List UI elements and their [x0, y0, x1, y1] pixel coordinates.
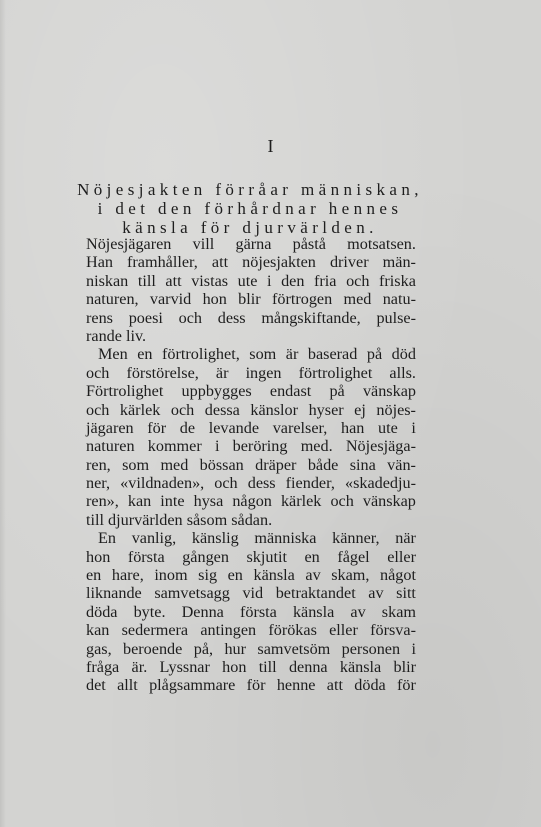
body-word: driver: [329, 253, 369, 272]
body-word: som: [249, 345, 277, 364]
body-word: känsla: [292, 602, 335, 621]
body-word: till djurvärlden såsom sådan.: [86, 510, 273, 529]
body-word: betraktandet: [275, 584, 356, 603]
body-word: ren»,: [86, 492, 119, 511]
body-word: att: [165, 271, 182, 290]
body-word: personen: [341, 639, 401, 658]
body-word: varvid: [149, 290, 192, 309]
body-word: av: [350, 602, 366, 621]
body-word: är.: [131, 657, 148, 676]
body-word: den: [281, 271, 305, 290]
body-word: dräper: [255, 455, 297, 474]
body-word: ej: [354, 400, 366, 419]
body-word: vistas: [191, 271, 229, 290]
body-word: till: [137, 271, 156, 290]
body-word: på,: [193, 639, 214, 658]
body-word: denna: [288, 657, 328, 676]
body-word: på: [366, 345, 383, 364]
body-line: [86, 529, 416, 547]
body-word: en: [86, 566, 102, 585]
body-word: «skadedju-: [344, 474, 416, 493]
body-word: antingen: [200, 621, 257, 640]
body-word: inte: [160, 492, 185, 511]
body-word: känner,: [332, 529, 380, 548]
body-word: Han: [86, 253, 113, 272]
body-line: [86, 492, 416, 510]
body-word: sig: [198, 566, 218, 585]
body-word: gången: [182, 547, 229, 566]
body-word: beröring: [232, 437, 288, 456]
body-word: En: [98, 529, 116, 548]
body-word: fråga: [86, 657, 120, 676]
body-word: och: [214, 474, 238, 493]
body-word: eller: [387, 547, 416, 566]
body-word: sina: [349, 455, 376, 474]
body-line: [86, 253, 416, 271]
page-edge-shadow: [0, 0, 6, 827]
body-line: [86, 621, 416, 639]
body-word: en: [227, 566, 243, 585]
body-word: gärna: [235, 235, 272, 253]
body-line: [86, 364, 416, 382]
body-word: natu-: [382, 290, 416, 309]
body-word: Nöjesjägaren: [86, 235, 172, 253]
chapter-heading-line: Nöjesjakten förråar människan,: [77, 180, 423, 199]
body-word: att: [326, 676, 343, 695]
body-word: hon: [202, 290, 227, 309]
chapter-number: I: [267, 136, 274, 156]
body-word: ner,: [86, 474, 111, 493]
body-word: är: [285, 345, 299, 364]
body-word: av: [368, 584, 384, 603]
body-line: [86, 235, 416, 253]
body-word: kan: [86, 621, 110, 640]
body-word: i: [214, 437, 220, 456]
body-word: blir: [238, 290, 261, 309]
body-word: med: [160, 455, 189, 474]
body-word: och: [86, 363, 110, 382]
body-word: plågsammare: [149, 676, 236, 695]
body-word: Förtrolighet: [86, 382, 164, 401]
body-line: [86, 419, 416, 437]
body-word: någon: [232, 492, 272, 511]
body-word: bössan: [199, 455, 244, 474]
body-word: framhåller,: [127, 253, 198, 272]
body-word: i: [411, 418, 416, 437]
body-word: vänskap: [362, 382, 416, 401]
body-word: henne: [276, 676, 316, 695]
body-word: något: [380, 566, 416, 585]
body-word: sitt: [396, 584, 416, 603]
body-word: pulse-: [376, 308, 416, 327]
body-word: naturen,: [86, 290, 139, 309]
body-word: han: [340, 418, 365, 437]
body-word: ingen: [245, 363, 282, 382]
body-word: och: [178, 308, 202, 327]
body-line: [86, 345, 416, 363]
body-word: känslor: [250, 400, 299, 419]
body-word: dessa: [204, 400, 240, 419]
body-word: förtrolighet: [298, 363, 373, 382]
body-word: rande liv.: [86, 326, 147, 345]
body-line: [86, 401, 416, 419]
body-word: poesi: [128, 308, 163, 327]
body-word: är: [215, 363, 229, 382]
body-word: hysa: [193, 492, 224, 511]
body-word: Nöjesjäga-: [345, 437, 416, 456]
body-line: [86, 584, 416, 602]
body-word: Men: [98, 345, 128, 364]
body-word: samvetsagg: [154, 584, 230, 603]
body-word: fria: [314, 271, 337, 290]
body-word: det: [86, 676, 106, 695]
body-word: första: [239, 602, 277, 621]
body-word: gas,: [86, 639, 112, 658]
body-word: förtrolighet,: [161, 345, 240, 364]
body-word: niskan: [86, 271, 129, 290]
body-word: vanlig,: [131, 529, 177, 548]
body-word: ute: [377, 418, 398, 437]
body-word: baserad: [307, 345, 358, 364]
body-word: för: [147, 418, 167, 437]
body-word: döda: [86, 602, 118, 621]
body-word: Lyssnar: [159, 657, 210, 676]
body-line: [86, 272, 416, 290]
body-word: i: [411, 639, 416, 658]
body-word: kärlek: [119, 400, 161, 419]
body-word: sedermera: [121, 621, 189, 640]
body-word: samvetsöm: [257, 639, 331, 658]
body-line: [86, 382, 416, 400]
body-word: hur: [224, 639, 247, 658]
chapter-heading-line: känsla för djurvärlden.: [122, 218, 378, 237]
body-word: och: [346, 271, 370, 290]
body-line: [86, 658, 416, 676]
body-line: [86, 437, 416, 455]
body-word: för: [246, 676, 266, 695]
body-word: som: [122, 455, 150, 474]
body-word: förstörelse,: [126, 363, 199, 382]
body-word: en: [304, 547, 320, 566]
body-line: [86, 456, 416, 474]
body-word: skjutit: [246, 547, 287, 566]
body-word: dess: [247, 474, 276, 493]
body-word: varelser,: [272, 418, 328, 437]
body-word: naturen: [86, 437, 135, 456]
body-word: uppbygges: [181, 382, 252, 401]
body-word: kommer: [147, 437, 202, 456]
body-word: levande: [208, 418, 260, 437]
body-word: jägaren: [86, 418, 134, 437]
body-word: död: [391, 345, 416, 364]
body-text: [86, 235, 416, 695]
body-word: människa: [254, 529, 317, 548]
body-word: försva-: [370, 621, 416, 640]
body-word: vill: [192, 235, 215, 253]
body-word: känsla: [253, 566, 295, 585]
body-word: skam: [381, 602, 416, 621]
body-word: mångskiftande,: [261, 308, 361, 327]
body-line: [86, 290, 416, 308]
body-word: till: [258, 657, 277, 676]
body-word: kan: [127, 492, 152, 511]
body-word: män-: [382, 253, 416, 272]
body-word: vänskap: [362, 492, 416, 511]
body-word: förtrogen: [271, 290, 333, 309]
body-word: hon: [86, 547, 111, 566]
body-word: inom: [154, 566, 188, 585]
body-word: med: [343, 290, 372, 309]
body-word: och: [170, 400, 195, 419]
body-word: vid: [242, 584, 264, 603]
body-word: fiender,: [285, 474, 335, 493]
body-word: i: [267, 271, 272, 290]
body-word: när: [395, 529, 416, 548]
body-word: döda: [354, 676, 386, 695]
body-word: påstå: [292, 235, 326, 253]
body-word: vän-: [387, 455, 416, 474]
body-line: [86, 327, 416, 345]
body-word: hyser: [308, 400, 344, 419]
body-line: [86, 640, 416, 658]
body-word: kärlek: [280, 492, 322, 511]
body-word: för: [397, 676, 416, 695]
chapter-heading-line: i det den förhårdnar hennes: [97, 199, 403, 218]
body-word: hon: [222, 657, 247, 676]
chapter-heading: [60, 180, 440, 237]
body-word: av: [305, 566, 321, 585]
body-word: blir: [393, 657, 416, 676]
body-word: hare,: [111, 566, 144, 585]
body-line: [86, 309, 416, 327]
body-word: rens: [86, 308, 113, 327]
body-word: friska: [379, 271, 416, 290]
body-line: [86, 511, 416, 529]
body-word: med.: [300, 437, 333, 456]
body-word: allt: [117, 676, 138, 695]
body-line: [86, 474, 416, 492]
body-word: skam,: [331, 566, 370, 585]
body-word: beroende: [123, 639, 183, 658]
body-word: och: [86, 400, 110, 419]
body-word: fågel: [337, 547, 370, 566]
body-word: känsla: [339, 657, 382, 676]
body-word: nöjes-: [376, 400, 416, 419]
body-word: Denna: [181, 602, 224, 621]
body-word: motsatsen.: [347, 235, 416, 253]
body-word: liknande: [86, 584, 142, 603]
body-word: en: [137, 345, 153, 364]
body-word: att: [211, 253, 229, 272]
body-word: första: [127, 547, 165, 566]
body-word: «vildnaden»,: [120, 474, 205, 493]
body-word: endast: [269, 382, 312, 401]
body-word: ute: [237, 271, 258, 290]
body-word: känslig: [191, 529, 239, 548]
body-word: både: [307, 455, 339, 474]
body-word: förökas: [268, 621, 317, 640]
body-word: på: [329, 382, 345, 401]
body-word: ren,: [86, 455, 111, 474]
body-line: [86, 603, 416, 621]
body-word: nöjesjakten: [242, 253, 316, 272]
body-word: och: [330, 492, 354, 511]
body-word: alls.: [389, 363, 416, 382]
body-word: byte.: [133, 602, 166, 621]
body-word: eller: [329, 621, 358, 640]
body-line: [86, 676, 416, 694]
body-line: [86, 548, 416, 566]
body-word: de: [179, 418, 196, 437]
body-line: [86, 566, 416, 584]
body-word: dess: [217, 308, 246, 327]
